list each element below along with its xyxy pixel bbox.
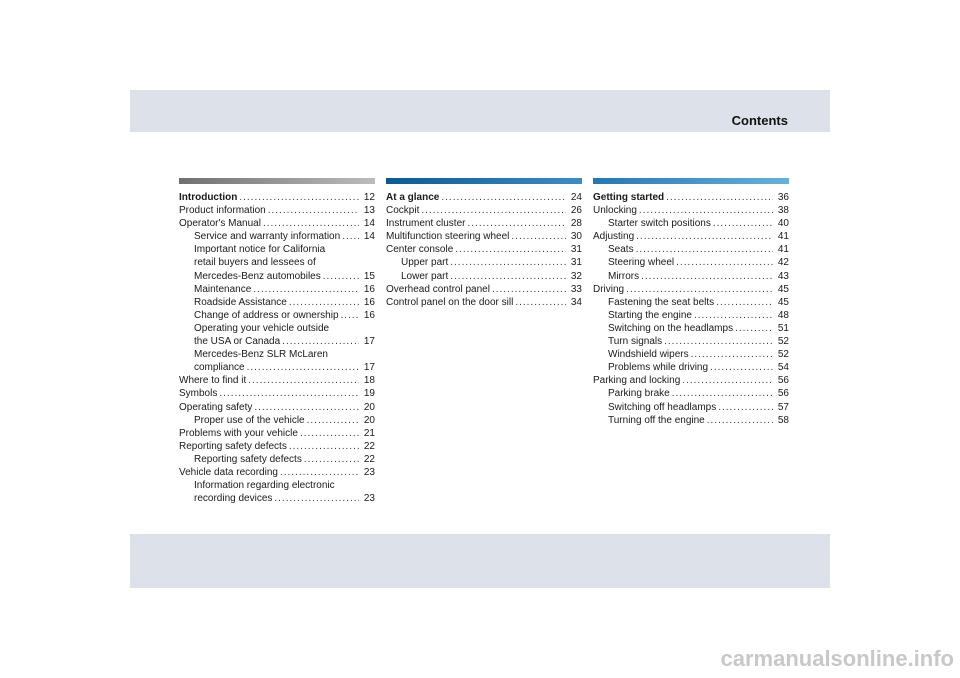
section-color-bar [179,178,375,184]
toc-entry[interactable] [593,256,789,269]
toc-entry[interactable] [179,348,375,361]
toc-entry-title: Multifunction steering wheel [386,231,510,243]
dot-leader [467,217,566,230]
toc-column-getting-started [593,178,789,427]
toc-entry-title: Product information [179,205,266,217]
toc-entry-title: Upper part [401,257,449,269]
toc-entry[interactable] [179,401,375,414]
toc-entry[interactable] [179,414,375,427]
toc-entry-page-number: 32 [570,270,582,282]
toc-entry-title: Symbols [179,388,218,400]
toc-entry-page-number: 52 [777,349,789,361]
dot-leader [441,191,566,204]
toc-entry-page-number: 18 [363,375,375,387]
toc-entry-title: Parking and locking [593,375,681,387]
dot-leader [289,296,359,309]
toc-entry-title: Switching on the headlamps [608,322,734,334]
toc-entries [386,191,582,309]
toc-entry-title: Steering wheel [608,257,675,269]
toc-entry[interactable] [593,217,789,230]
toc-entry[interactable] [179,309,375,322]
toc-entry-title: Turning off the engine [608,414,705,426]
toc-entry[interactable] [386,191,582,204]
toc-entries [179,191,375,505]
dot-leader [342,230,359,243]
toc-entry-page-number: 30 [570,231,582,243]
toc-entry[interactable] [593,296,789,309]
dot-leader [280,466,359,479]
toc-entries [593,191,789,427]
dot-leader [676,256,773,269]
section-color-bar [386,178,582,184]
toc-entry-page-number: 48 [777,309,789,321]
dot-leader [710,361,773,374]
toc-entry-page-number: 16 [363,283,375,295]
toc-entry[interactable] [179,492,375,505]
dot-leader [641,270,773,283]
toc-entry-page-number: 45 [777,283,789,295]
toc-entry-page-number: 38 [777,205,789,217]
toc-entry[interactable] [593,191,789,204]
toc-column-introduction [179,178,375,505]
toc-entry-page-number: 20 [363,401,375,413]
toc-entry-page-number: 12 [363,192,375,203]
toc-entry[interactable] [179,217,375,230]
dot-leader [672,387,773,400]
dot-leader [455,243,566,256]
toc-entry[interactable] [179,283,375,296]
toc-entry-title: Center console [386,244,454,256]
header-band [130,90,830,132]
toc-entry[interactable] [593,335,789,348]
toc-entry-page-number: 54 [777,362,789,374]
toc-entry-page-number: 22 [363,440,375,452]
toc-entry-page-number: 31 [570,244,582,256]
footer-band [130,534,830,588]
toc-entry[interactable] [179,204,375,217]
toc-entry-title: Lower part [401,270,449,282]
toc-entry[interactable] [593,348,789,361]
dot-leader [263,217,359,230]
dot-leader [289,440,359,453]
toc-entry[interactable] [593,283,789,296]
toc-entry-title: Proper use of the vehicle [194,414,305,426]
toc-entry-title: Problems with your vehicle [179,427,298,439]
dot-leader [716,296,773,309]
toc-entry[interactable] [179,243,375,256]
toc-entry-title: Service and warranty information [194,231,341,243]
dot-leader [323,270,359,283]
toc-entry-title: the USA or Canada [194,336,281,348]
toc-entry-page-number: 45 [777,296,789,308]
dot-leader [239,191,359,204]
toc-entry-page-number: 20 [363,414,375,426]
toc-entry-title: Parking brake [608,388,670,400]
toc-entry[interactable] [179,440,375,453]
toc-entry[interactable] [386,296,582,309]
toc-entry-title: Reporting safety defects [179,440,287,452]
toc-entry-page-number: 13 [363,205,375,217]
toc-entry-title: Unlocking [593,205,637,217]
toc-entry-page-number: 23 [363,493,375,505]
dot-leader [718,401,773,414]
dot-leader [253,283,359,296]
toc-entry-title: Problems while driving [608,362,709,374]
toc-entry[interactable] [593,243,789,256]
toc-entry-title: Introduction [179,192,238,203]
dot-leader [248,374,359,387]
toc-entry[interactable] [593,387,789,400]
dot-leader [307,414,359,427]
toc-entry[interactable] [593,270,789,283]
toc-entry-title: Reporting safety defects [194,453,302,465]
toc-entry-page-number: 16 [363,309,375,321]
toc-entry-page-number: 15 [363,270,375,282]
toc-entry-title: Maintenance [194,283,252,295]
toc-entry-page-number: 41 [777,231,789,243]
toc-entry[interactable] [593,309,789,322]
toc-entry-title: Overhead control panel [386,283,490,295]
toc-entry[interactable] [386,230,582,243]
toc-entry[interactable] [593,401,789,414]
toc-entry-title: Seats [608,244,634,256]
toc-entry-title: Vehicle data recording [179,466,278,478]
toc-column-at-a-glance [386,178,582,309]
dot-leader [254,401,359,414]
toc-entry[interactable] [386,256,582,269]
toc-entry-page-number: 52 [777,336,789,348]
dot-leader [639,204,773,217]
toc-entry-title: Information regarding electronic [194,480,335,492]
toc-entry[interactable] [179,361,375,374]
toc-entry[interactable] [593,414,789,427]
toc-entry-page-number: 40 [777,218,789,230]
toc-entry[interactable] [386,217,582,230]
toc-entry-title: Where to find it [179,375,247,387]
toc-entry-title: Operating your vehicle outside [194,322,330,334]
toc-entry-title: Instrument cluster [386,218,466,230]
toc-entry-page-number: 24 [570,192,582,203]
dot-leader [713,217,773,230]
dot-leader [636,243,773,256]
toc-entry-title: Operator's Manual [179,218,261,230]
toc-entry-page-number: 34 [570,296,582,308]
toc-entry-page-number: 28 [570,218,582,230]
toc-entry-page-number: 42 [777,257,789,269]
manual-page [130,90,830,588]
page-title: Contents [731,113,788,128]
toc-entry-title: Mercedes-Benz automobiles [194,270,321,282]
toc-entry-page-number: 22 [363,453,375,465]
toc-entry-page-number: 17 [363,336,375,348]
toc-entry[interactable] [179,256,375,269]
toc-entry-title: Adjusting [593,231,635,243]
toc-entry-title: Starter switch positions [608,218,711,230]
toc-entry[interactable] [179,335,375,348]
dot-leader [268,204,359,217]
toc-entry[interactable] [179,296,375,309]
toc-entry[interactable] [179,270,375,283]
dot-leader [421,204,566,217]
toc-entry-title: retail buyers and lessees of [194,257,316,269]
toc-entry-page-number: 17 [363,362,375,374]
dot-leader [691,348,773,361]
toc-entry-title: recording devices [194,493,273,505]
dot-leader [707,414,773,427]
toc-entry[interactable] [386,243,582,256]
dot-leader [492,283,566,296]
toc-entry-title: Important notice for California [194,244,326,256]
toc-entry[interactable] [593,322,789,335]
toc-entry-title: Turn signals [608,336,663,348]
toc-entry-page-number: 56 [777,375,789,387]
toc-entry-title: Roadside Assistance [194,296,287,308]
toc-entry-page-number: 23 [363,466,375,478]
toc-entry-title: Control panel on the door sill [386,296,514,308]
toc-entry-page-number: 14 [363,231,375,243]
toc-entry-title: Fastening the seat belts [608,296,715,308]
dot-leader [341,309,359,322]
toc-entry[interactable] [179,191,375,204]
dot-leader [664,335,773,348]
dot-leader [304,453,359,466]
dot-leader [274,492,359,505]
toc-entry-title: Change of address or ownership [194,309,339,321]
dot-leader [450,256,566,269]
toc-entry[interactable] [593,361,789,374]
toc-entry-title: Cockpit [386,205,420,217]
toc-entry-page-number: 33 [570,283,582,295]
toc-entry-page-number: 16 [363,296,375,308]
dot-leader [282,335,359,348]
toc-entry[interactable] [179,466,375,479]
toc-entry-page-number: 58 [777,414,789,426]
dot-leader [694,309,773,322]
toc-entry-page-number: 57 [777,401,789,413]
dot-leader [219,387,359,400]
toc-entry[interactable] [386,270,582,283]
toc-entry-title: Switching off headlamps [608,401,717,413]
toc-entry[interactable] [179,374,375,387]
toc-entry[interactable] [386,204,582,217]
dot-leader [511,230,566,243]
toc-entry[interactable] [179,230,375,243]
dot-leader [300,427,359,440]
toc-entry[interactable] [179,387,375,400]
toc-entry-page-number: 41 [777,244,789,256]
toc-entry[interactable] [386,283,582,296]
toc-entry[interactable] [179,453,375,466]
toc-entry-page-number: 43 [777,270,789,282]
toc-entry-title: Mirrors [608,270,640,282]
toc-entry-title: Starting the engine [608,309,692,321]
toc-entry[interactable] [593,230,789,243]
toc-entry-page-number: 51 [777,322,789,334]
toc-entry[interactable] [179,427,375,440]
toc-entry-page-number: 36 [777,192,789,203]
section-color-bar [593,178,789,184]
toc-entry-title: Driving [593,283,625,295]
toc-entry-page-number: 56 [777,388,789,400]
toc-entry-page-number: 31 [570,257,582,269]
dot-leader [636,230,773,243]
toc-entry[interactable] [593,204,789,217]
toc-entry[interactable] [179,479,375,492]
dot-leader [666,191,773,204]
dot-leader [515,296,566,309]
toc-entry-title: Getting started [593,192,665,203]
dot-leader [626,283,773,296]
toc-entry-title: compliance [194,362,245,374]
toc-entry-title: Mercedes-Benz SLR McLaren [194,349,328,361]
dot-leader [682,374,773,387]
toc-entry-page-number: 14 [363,218,375,230]
toc-entry-title: Windshield wipers [608,349,689,361]
toc-entry-page-number: 21 [363,427,375,439]
dot-leader [450,270,566,283]
toc-entry[interactable] [179,322,375,335]
toc-entry-title: At a glance [386,192,440,203]
dot-leader [735,322,773,335]
toc-entry-page-number: 26 [570,205,582,217]
watermark: carmanualsonline.info [720,646,954,671]
dot-leader [247,361,359,374]
toc-entry-page-number: 19 [363,388,375,400]
toc-entry[interactable] [593,374,789,387]
toc-entry-title: Operating safety [179,401,253,413]
